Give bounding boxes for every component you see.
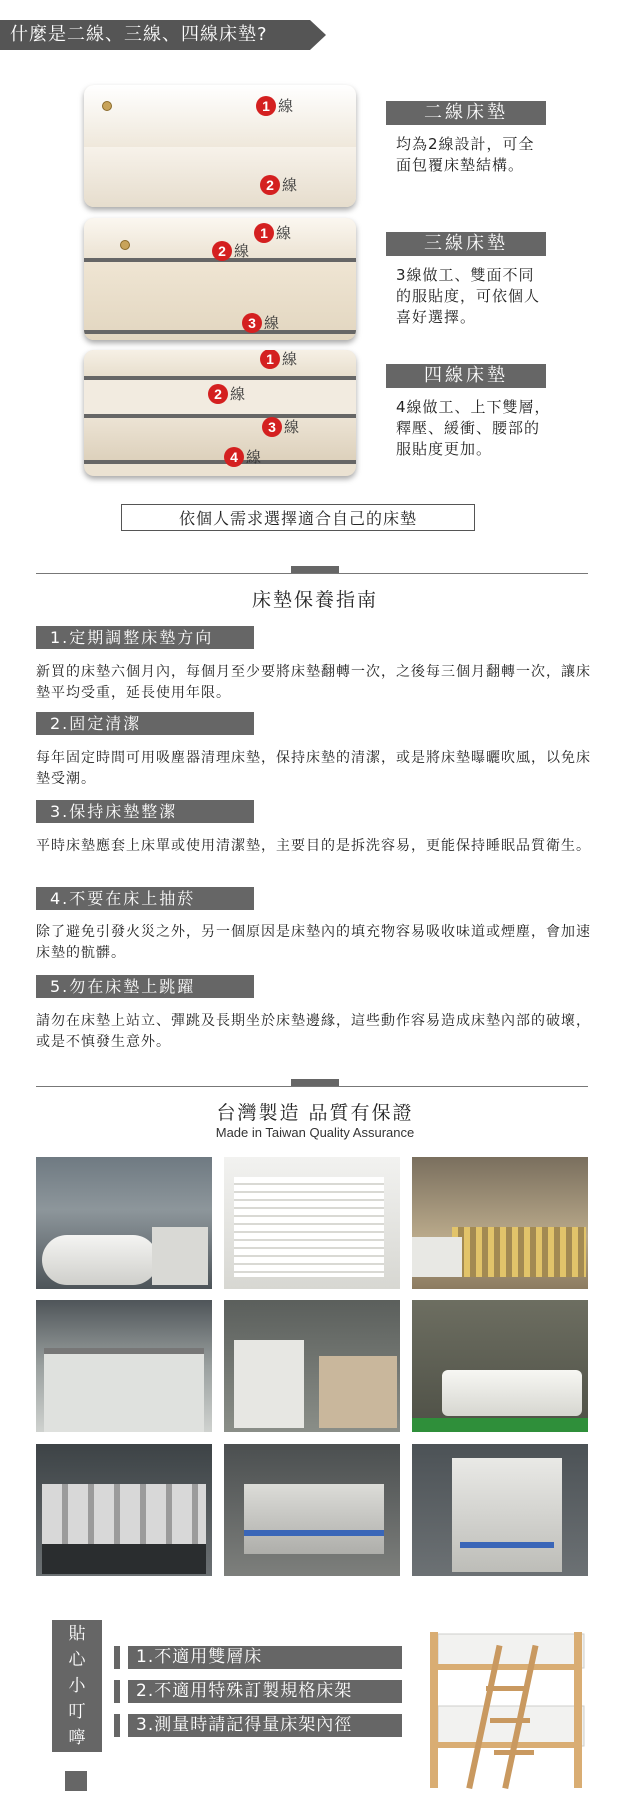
tip-marker: [114, 1680, 120, 1703]
type-title-two-line: 二線床墊: [386, 101, 546, 125]
page-title: 什麼是二線、三線、四線床墊?: [0, 20, 310, 50]
line-badge: 3 線: [262, 416, 299, 437]
factory-photo-production-line: [224, 1444, 400, 1576]
type-desc-three-line: 3線做工、雙面不同的服貼度，可依個人喜好選擇。: [396, 266, 541, 326]
tip-item-3: 3.測量時請記得量床架內徑: [128, 1714, 402, 1737]
care-heading-3: 3.保持床墊整潔: [36, 800, 254, 823]
care-guide-title: 床墊保養指南: [251, 589, 378, 611]
tips-side-label: 貼 心 小 叮 嚀: [52, 1620, 102, 1752]
divider-tab: [291, 566, 339, 573]
care-heading-5: 5.勿在床墊上跳躍: [36, 975, 254, 998]
care-heading-4: 4.不要在床上抽菸: [36, 887, 254, 910]
factory-photo-machine: [224, 1300, 400, 1432]
type-desc-four-line: 4線做工、上下雙層，釋壓、緩衝、腰部的服貼度更加。: [396, 398, 551, 458]
section-divider: [36, 1086, 588, 1087]
type-title-three-line: 三線床墊: [386, 232, 546, 256]
line-badge: 2 線: [208, 383, 245, 404]
line-badge: 1 線: [256, 95, 293, 116]
care-heading-1: 1.定期調整床墊方向: [36, 626, 254, 649]
mattress-image-three-line: [84, 218, 356, 340]
quality-title: 台灣製造 品質有保證: [216, 1102, 414, 1124]
line-badge: 4 線: [224, 446, 261, 467]
bunk-bed-illustration: [420, 1624, 590, 1794]
line-badge: 2 線: [260, 174, 297, 195]
care-text-5: 請勿在床墊上站立、彈跳及長期坐於床墊邊緣，這些動作容易造成床墊內部的破壞，或是不慎發生意外。: [36, 1013, 591, 1050]
care-text-2: 每年固定時間可用吸塵器清理床墊，保持床墊的清潔，或是將床墊曝曬吹風，以免床墊受潮。: [36, 750, 591, 787]
mattress-image-four-line: [84, 350, 356, 476]
section-divider: [36, 573, 588, 574]
factory-photo-foam-stack: [224, 1157, 400, 1289]
divider-tab: [291, 1079, 339, 1086]
factory-photo-quilting: [36, 1300, 212, 1432]
care-text-4: 除了避免引發火災之外，另一個原因是床墊內的填充物容易吸收味道或煙塵，會加速床墊的骯髒。: [36, 924, 591, 961]
mattress-image-two-line: [84, 85, 356, 207]
factory-photo-fabric-roll: [36, 1157, 212, 1289]
quality-subtitle: Made in Taiwan Quality Assurance: [215, 1125, 415, 1140]
tip-item-1: 1.不適用雙層床: [128, 1646, 402, 1669]
factory-photo-finished-mattress: [412, 1300, 588, 1432]
tip-marker: [114, 1714, 120, 1737]
tips-square-mark: [65, 1771, 87, 1791]
tagline-box: 依個人需求選擇適合自己的床墊: [121, 504, 475, 531]
care-heading-2: 2.固定清潔: [36, 712, 254, 735]
tip-item-2: 2.不適用特殊訂製規格床架: [128, 1680, 402, 1703]
type-desc-two-line: 均為2線設計，可全面包覆床墊結構。: [396, 135, 535, 174]
tip-marker: [114, 1646, 120, 1669]
care-text-3: 平時床墊應套上床單或使用清潔墊，主要目的是拆洗容易，更能保持睡眠品質衛生。: [36, 838, 591, 854]
factory-photo-sewing-machine: [412, 1444, 588, 1576]
type-title-four-line: 四線床墊: [386, 364, 546, 388]
line-badge: 1 線: [254, 222, 291, 243]
factory-photo-embroidery: [36, 1444, 212, 1576]
factory-photo-spring-line: [412, 1157, 588, 1289]
care-text-1: 新買的床墊六個月內，每個月至少要將床墊翻轉一次，之後每三個月翻轉一次，讓床墊平均受重，延長使用年限。: [36, 664, 591, 701]
line-badge: 3 線: [242, 312, 279, 333]
line-badge: 1 線: [260, 350, 297, 369]
line-badge: 2 線: [212, 240, 249, 261]
